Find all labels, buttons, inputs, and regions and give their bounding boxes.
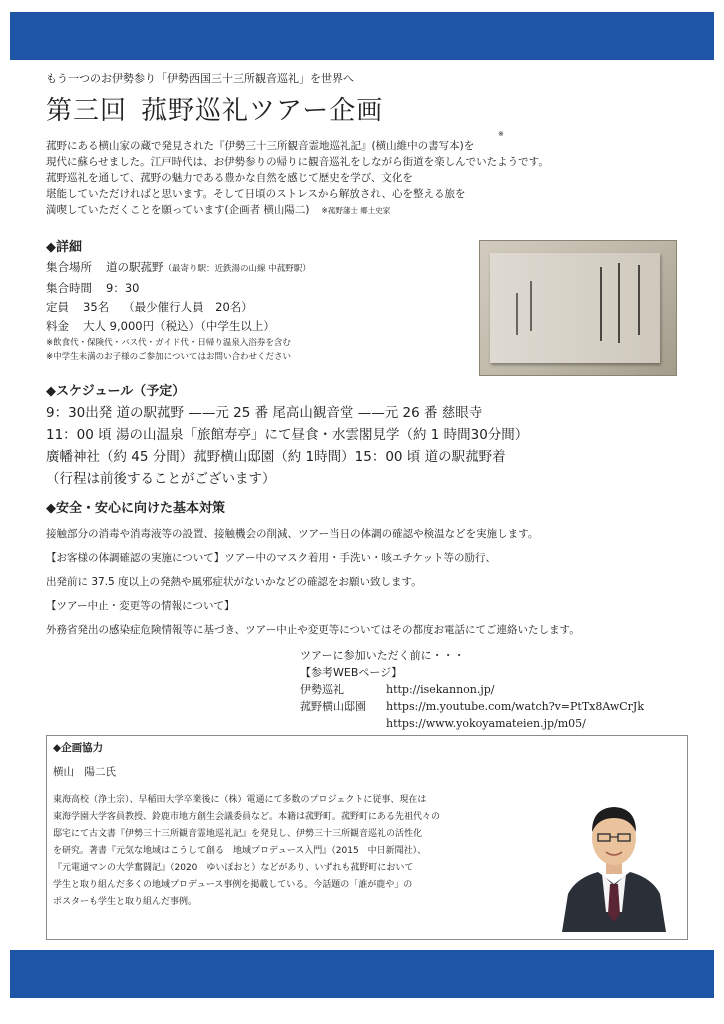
bio-line: 東海学園大学客員教授、鈴鹿市地方創生会議委員など。本籍は菰野町。菰野町にある先祖代々の [53, 812, 441, 822]
safety-line: 接触部分の消毒や消毒液等の設置、接触機会の削減、ツアー当日の体調の確認や検温などを実施します。 [46, 528, 539, 540]
ref-link-youtube[interactable]: https://m.youtube.com/watch?v=PtTx8AwCrJk [386, 700, 644, 713]
ref-label-ise: 伊勢巡礼 [300, 683, 344, 696]
meeting-note: （最寄り駅：近鉄湯の山線 中菰野駅） [163, 264, 311, 274]
refs-intro: ツアーに参加いただく前に・・・ [300, 649, 465, 662]
bio-line: ポスターも学生と取り組んだ事例。 [53, 897, 198, 907]
bottom-blue-band [10, 950, 714, 998]
cooperation-heading: ◆企画協力 [53, 742, 104, 754]
bio-line: 『元電通マンの大学奮闘記』（2020 ゆいぽおと）などがあり、いずれも菰野町において [53, 863, 414, 873]
title-part2: 菰野巡礼ツアー企画 [141, 96, 384, 126]
detail-note: ※飲食代・保険代・バス代・ガイド代・日帰り温泉入浴券を含む [46, 338, 291, 348]
safety-line: 外務省発出の感染症危険情報等に基づき、ツアー中止や変更等についてはその都度お電話にてご連絡いたします。 [46, 624, 580, 636]
time-label: 集合時間 [46, 281, 92, 295]
detail-section [46, 258, 466, 364]
intro-last-line: 満喫していただくことを願っています(企画者 横山陽二) [46, 204, 310, 216]
detail-heading: ◆詳細 [46, 240, 82, 255]
title-part1: 第三回 [46, 96, 128, 126]
ref-label-komono: 菰野横山邸園 [300, 700, 366, 713]
schedule-line: 廣幡神社（約 45 分間）菰野横山邸園（約 1時間）15：00 頃 道の駅菰野着 [46, 449, 506, 465]
page-subtitle: もう一つのお伊勢参り「伊勢西国三十三所観音巡礼」を世界へ [46, 72, 354, 85]
fee-value: 大人 9,000円（税込）（中学生以上） [83, 319, 275, 333]
meeting-value: 道の駅菰野 [106, 260, 164, 274]
safety-line: 【ツアー中止・変更等の情報について】 [46, 600, 235, 612]
cooperation-box [46, 735, 688, 940]
top-blue-band [10, 12, 714, 60]
bio-line: 東海高校（浄土宗）、早稲田大学卒業後に（株）電通にて多数のプロジェクトに従事、現在は [53, 795, 427, 805]
intro-note: ※菰野藩士 郷土史家 [321, 206, 391, 215]
ref-row-komono [300, 698, 644, 715]
detail-note: ※中学生未満のお子様のご参加についてはお問い合わせください [46, 352, 291, 362]
meeting-label: 集合場所 [46, 260, 92, 274]
refs-heading: 【参考WEBページ】 [300, 666, 403, 679]
ref-row-yokoyama [300, 715, 644, 732]
cooperator-bio [53, 792, 523, 911]
schedule-line: 11：00 頃 湯の山温泉「旅館寿亭」にて昼食・水雲閣見学（約 1 時間30分間） [46, 427, 529, 443]
intro-line: 堪能していただければと思います。そして日頃のストレスから解放され、心を整える旅を [46, 188, 466, 200]
safety-section [46, 522, 706, 642]
capacity-value: 35名 [83, 300, 110, 314]
intro-line: 菰野にある横山家の蔵で発見された『伊勢三十三所観音霊地巡礼記』(横山維中の書写本)を [46, 140, 475, 152]
bio-line: 邸宅にて古文書『伊勢三十三所観音霊地巡礼記』を発見し、伊勢三十三所観音巡礼の活性化 [53, 829, 423, 839]
portrait-photo [554, 782, 674, 932]
safety-line: 出発前に 37.5 度以上の発熱や風邪症状がないかなどの確認をお願い致します。 [46, 576, 422, 588]
time-value: 9：30 [106, 281, 140, 295]
schedule-line: （行程は前後することがございます） [46, 471, 276, 487]
meeting-place-row [46, 258, 466, 279]
fee-label: 料金 [46, 319, 69, 333]
capacity-min: （最少催行人員 20名） [123, 300, 253, 314]
manuscript-page [490, 253, 660, 363]
ref-row-ise [300, 681, 644, 698]
bio-line: を研究。著書『元気な地域はこうして創る 地域プロデュース入門』（2015 中日新聞社）、 [53, 846, 427, 856]
meeting-time-row [46, 279, 466, 298]
reference-links [300, 647, 644, 732]
capacity-row [46, 298, 466, 317]
safety-heading: ◆安全・安心に向けた基本対策 [46, 501, 225, 516]
bio-line: 学生と取り組んだ多くの地域プロデュース事例を掲載している。今話題の「誰が鹿や」の [53, 880, 413, 890]
page-title [46, 90, 383, 127]
schedule-section [46, 402, 528, 490]
intro-line: 菰野巡礼を通して、菰野の魅力である豊かな自然を感じて歴史を学び、文化を [46, 172, 413, 184]
manuscript-photo [479, 240, 677, 376]
ref-link-isekannon[interactable]: http://isekannon.jp/ [386, 683, 495, 696]
ref-link-yokoyamateien[interactable]: https://www.yokoyamateien.jp/m05/ [386, 717, 586, 730]
schedule-line: 9：30出発 道の駅菰野 ——元 25 番 尾高山観音堂 ——元 26 番 慈眼寺 [46, 405, 483, 421]
capacity-label: 定員 [46, 300, 69, 314]
intro-paragraph [46, 138, 686, 219]
schedule-heading: ◆スケジュール（予定） [46, 384, 186, 399]
intro-line [46, 202, 686, 219]
intro-asterisk: ※ [498, 130, 504, 138]
cooperator-name: 横山 陽二氏 [53, 766, 116, 778]
safety-line: 【お客様の体調確認の実施について】ツアー中のマスク着用・手洗い・咳エチケット等の励行、 [46, 552, 497, 564]
intro-line: 現代に蘇らせました。江戸時代は、お伊勢参りの帰りに観音巡礼をしながら街道を楽しんでいたようです。 [46, 156, 549, 168]
fee-row [46, 317, 466, 336]
